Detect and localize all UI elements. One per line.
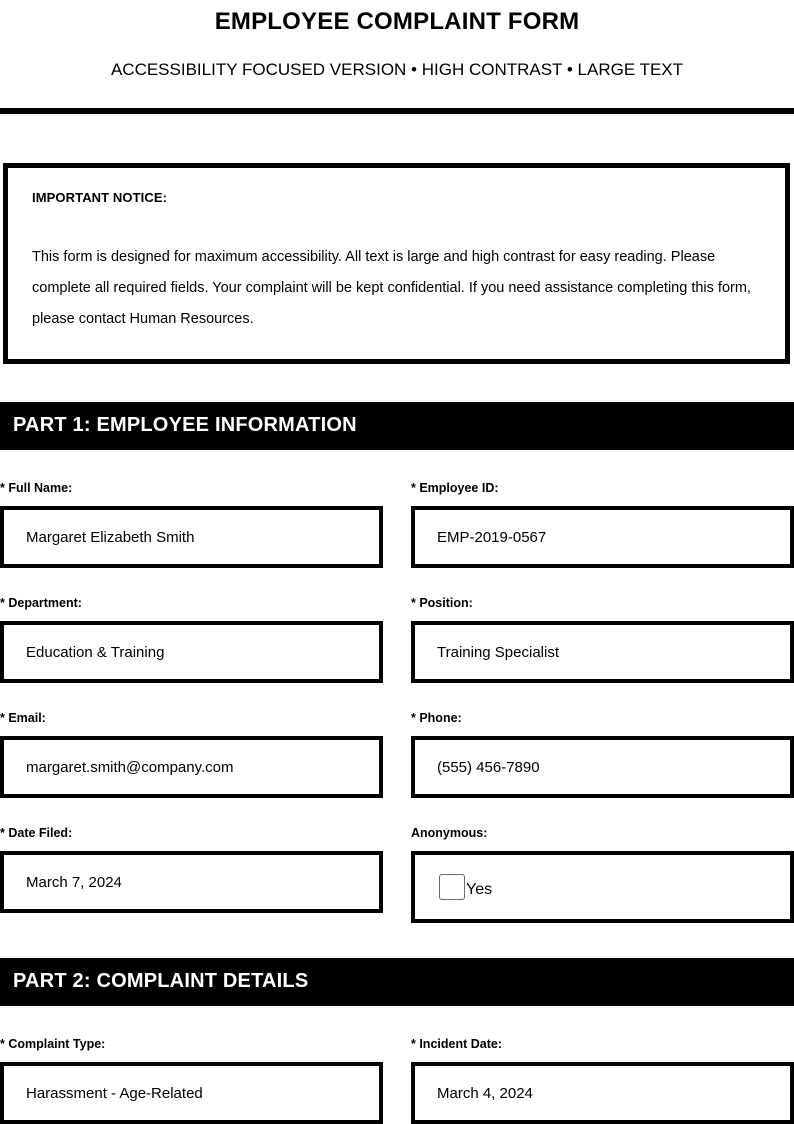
notice-heading: IMPORTANT NOTICE: <box>32 190 168 205</box>
section-header-part-1: PART 1: EMPLOYEE INFORMATION <box>0 402 794 450</box>
value-position: Training Specialist <box>437 643 559 661</box>
field-group-date-filed <box>0 826 383 923</box>
value-email: margaret.smith@company.com <box>26 758 234 776</box>
input-department[interactable] <box>0 621 383 683</box>
value-phone: (555) 456-7890 <box>437 758 540 776</box>
label-date-filed: * Date Filed: <box>0 826 73 840</box>
label-complaint-type: * Complaint Type: <box>0 1037 106 1051</box>
column-gap <box>383 481 411 568</box>
label-email: * Email: <box>0 711 46 725</box>
notice-body-text: This form is designed for maximum accessibility. All text is large and high contrast for easy reading. Please complete all required fields. Your complaint will be kept confidential. If you need assistance completing this form, please contact Human Resources. <box>32 249 751 327</box>
label-phone: * Phone: <box>411 711 462 725</box>
input-date-filed[interactable] <box>0 851 383 913</box>
label-employee-id: * Employee ID: <box>411 481 499 495</box>
label-full-name: * Full Name: <box>0 481 73 495</box>
value-department: Education & Training <box>26 643 165 661</box>
field-group-employee-id <box>411 481 794 568</box>
label-department: * Department: <box>0 596 82 610</box>
field-row-department-position <box>0 596 794 683</box>
value-full-name: Margaret Elizabeth Smith <box>26 528 195 546</box>
input-complaint-type[interactable] <box>0 1062 383 1124</box>
checkbox-label-anonymous-yes: Yes <box>466 881 493 898</box>
input-full-name[interactable] <box>0 506 383 568</box>
section-header-part-2: PART 2: COMPLAINT DETAILS <box>0 958 794 1006</box>
value-complaint-type: Harassment - Age-Related <box>26 1084 203 1102</box>
field-group-position <box>411 596 794 683</box>
label-incident-date: * Incident Date: <box>411 1037 502 1051</box>
column-gap <box>383 1037 411 1124</box>
field-row-name-id <box>0 481 794 568</box>
page-subtitle: ACCESSIBILITY FOCUSED VERSION • HIGH CONTRAST • LARGE TEXT <box>110 60 684 79</box>
checkbox-icon-anonymous-yes[interactable] <box>439 874 465 900</box>
field-group-incident-date <box>411 1037 794 1124</box>
input-incident-date[interactable] <box>411 1062 794 1124</box>
input-position[interactable] <box>411 621 794 683</box>
input-phone[interactable] <box>411 736 794 798</box>
field-group-full-name <box>0 481 383 568</box>
value-incident-date: March 4, 2024 <box>437 1084 533 1102</box>
label-position: * Position: <box>411 596 473 610</box>
column-gap <box>383 711 411 798</box>
input-employee-id[interactable] <box>411 506 794 568</box>
field-row-email-phone <box>0 711 794 798</box>
input-email[interactable] <box>0 736 383 798</box>
field-group-email <box>0 711 383 798</box>
label-anonymous: Anonymous: <box>411 826 488 840</box>
page-title: EMPLOYEE COMPLAINT FORM <box>214 8 580 35</box>
anonymous-option-box <box>411 851 794 923</box>
column-gap <box>383 596 411 683</box>
important-notice-box <box>3 163 790 364</box>
field-group-department <box>0 596 383 683</box>
field-group-phone <box>411 711 794 798</box>
column-gap <box>383 826 411 923</box>
anonymous-checkbox-group[interactable] <box>437 874 492 900</box>
field-row-complaint-incident <box>0 1037 794 1124</box>
field-group-complaint-type <box>0 1037 383 1124</box>
title-divider <box>0 108 794 114</box>
value-date-filed: March 7, 2024 <box>26 873 122 891</box>
value-employee-id: EMP-2019-0567 <box>437 528 547 546</box>
field-row-date-anonymous <box>0 826 794 923</box>
field-group-anonymous <box>411 826 794 923</box>
